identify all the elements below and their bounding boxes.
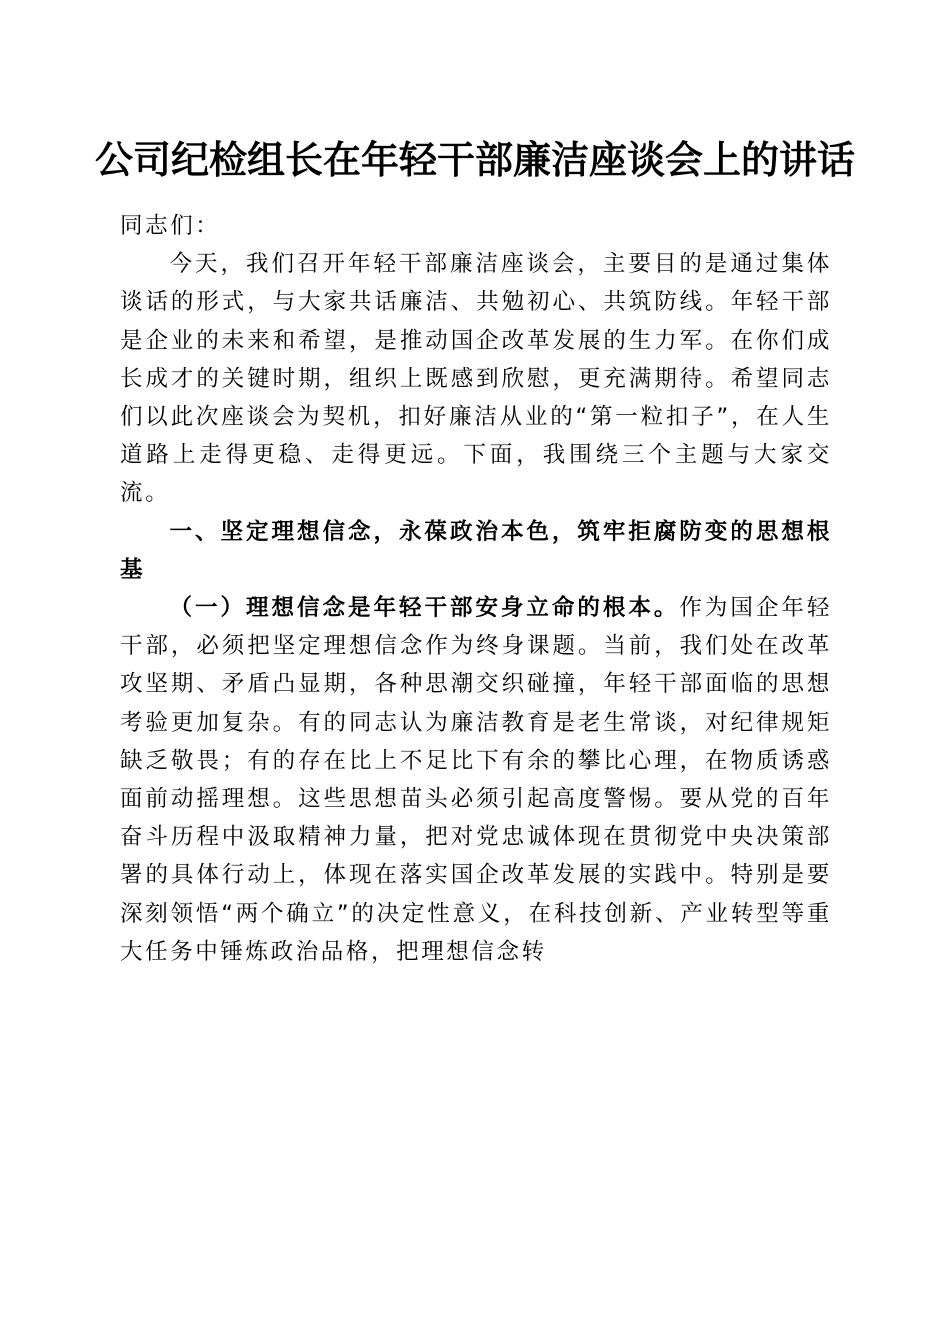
subsection-body-1: 作为国企年轻干部，必须把坚定理想信念作为终身课题。当前，我们处在改革攻坚期、矛盾凸显期，各种思潮交织碰撞，年轻干部面临的思想考验更加复杂。有的同志认为廉洁教育是老生常谈，对纪律规矩缺乏敬畏；有的存在比上不足比下有余的攀比心理，在物质诱惑面前动摇理想。这些思想苗头必须引起高度警惕。要从党的百年奋斗历程中汲取精神力量，把对党忠诚体现在贯彻党中央决策部署的具体行动上，体现在落实国企改革发展的实践中。特别是要深刻领悟“两个确立”的决定性意义，在科技创新、产业转型等重大任务中锤炼政治品格，把理想信念转 xyxy=(120,595,832,965)
subsection-paragraph-1 xyxy=(120,589,832,971)
document-title: 公司纪检组长在年轻干部廉洁座谈会上的讲话 xyxy=(94,137,855,182)
section-heading-1: 一、坚定理想信念，永葆政治本色，筑牢拒腐防变的思想根基 xyxy=(120,518,832,583)
document-body xyxy=(120,207,832,971)
intro-paragraph: 今天，我们召开年轻干部廉洁座谈会，主要目的是通过集体谈话的形式，与大家共话廉洁、共勉初心、共筑防线。年轻干部是企业的未来和希望，是推动国企改革发展的生力军。在你们成长成才的关键时期，组织上既感到欣慰，更充满期待。希望同志们以此次座谈会为契机，扣好廉洁从业的“第一粒扣子”，在人生道路上走得更稳、走得更远。下面，我围绕三个主题与大家交流。 xyxy=(120,251,832,507)
salutation: 同志们： xyxy=(120,213,221,239)
subsection-lead-1: （一）理想信念是年轻干部安身立命的根本。 xyxy=(169,595,680,622)
